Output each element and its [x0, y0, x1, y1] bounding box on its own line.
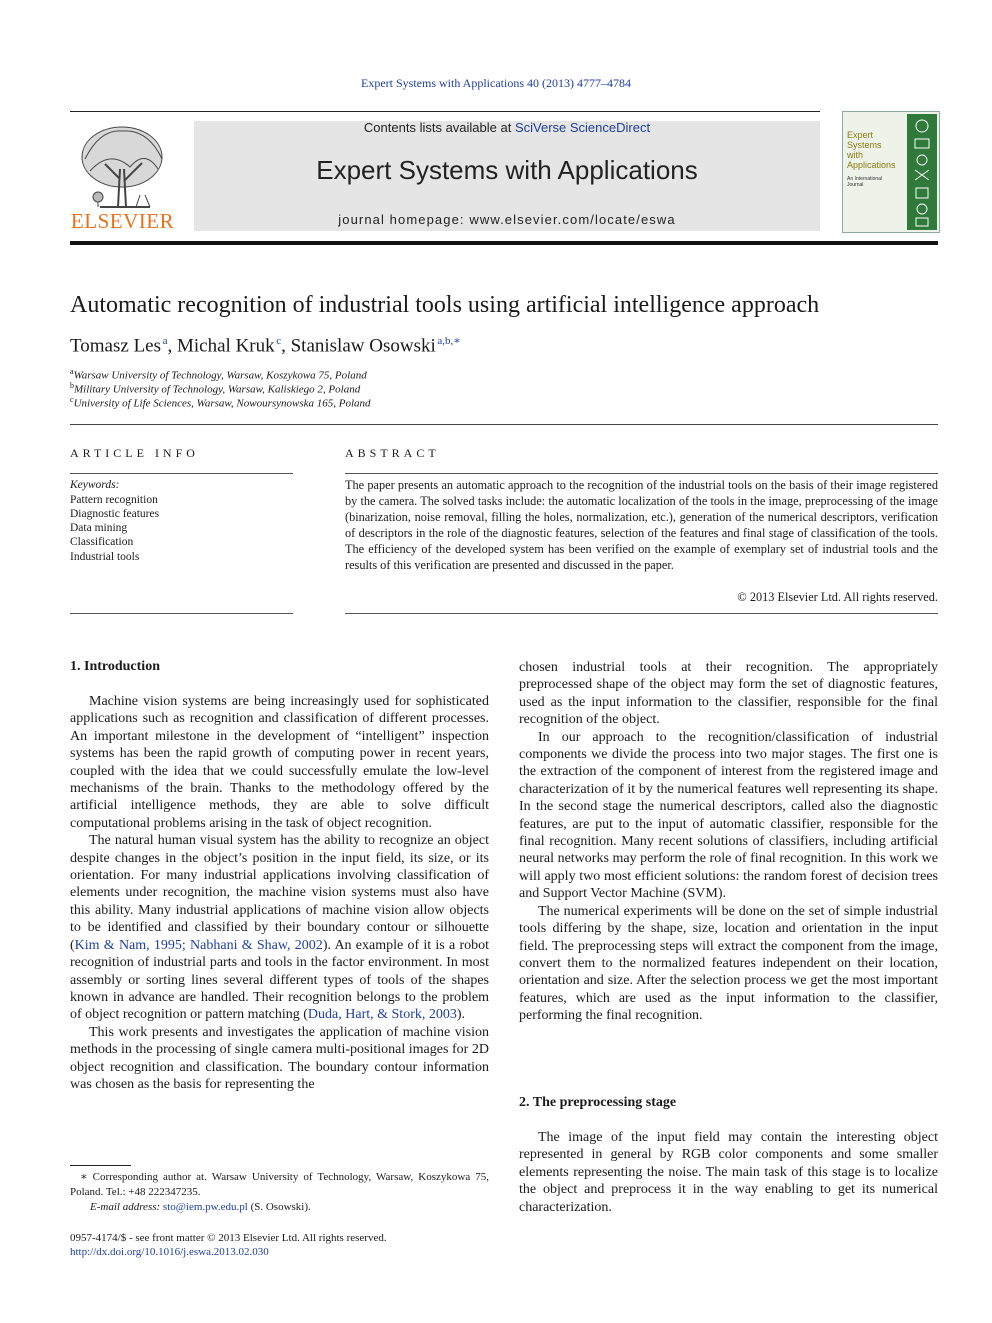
author-affiliation-marker[interactable]: a,b,∗: [437, 335, 461, 347]
email-note: [70, 1200, 489, 1215]
author-list: Tomasz Les $^a$, Michal Kruk $^c$, Stanislaw Osowski $^{a,b,∗}$: [70, 335, 461, 357]
footnote-rule: [70, 1165, 131, 1166]
author-name: Stanislaw Osowski: [290, 335, 436, 357]
affiliation-text: Warsaw University of Technology, Warsaw, Koszykowa 75, Poland: [73, 369, 367, 382]
issn-block: [70, 1231, 387, 1259]
journal-title: Expert Systems with Applications: [316, 155, 698, 185]
article-info-heading: ARTICLE INFO: [70, 446, 199, 460]
doi-link[interactable]: http://dx.doi.org/10.1016/j.eswa.2013.02.030: [70, 1246, 269, 1258]
paragraph-text: The natural human visual system has the ability to recognize an object despite changes in the object’s position in the input field, its size, or its orientation. For many industrial applications involving classification of elements under recognition, the machine vision systems must also have this ability. Many industrial applications of machine vision allow objects to be identified and classified by their boundary contour or silhouette (: [70, 833, 489, 953]
email-link[interactable]: sto@iem.pw.edu.pl: [162, 1201, 248, 1213]
right-column-section2: [519, 1129, 938, 1216]
corresponding-author-note: ∗ Corresponding author at. Warsaw University of Technology, Warsaw, Koszykowa 75, Poland. Tel.: +48 222347235.: [70, 1171, 489, 1198]
paragraph: [70, 832, 489, 1023]
abstract-text: The paper presents an automatic approach to the recognition of the industrial tools on the basis of their image registered by the camera. The solved tasks include: the automatic localization of the tools in the image, preprocessing of the image (binarization, noise removal, filling the holes, normalization, etc.), generation of the numerical descriptors, verification of descriptors in the role of the diagnostic features, selection of the features and final stage of classification of the tools. The efficiency of the developed system has been verified on the example of exemplary set of industrial tools and the results of this verification are presented and discussed in the paper.: [345, 478, 938, 572]
contents-prefix: Contents lists available at: [363, 120, 515, 135]
affiliation: [70, 367, 367, 382]
paragraph: Machine vision systems are being increasingly used for sophisticated applications such as recognition and classification of different processes. An important milestone in the development of “intelligent” inspection systems has been the rapid growth of computing power in recent years, coupled with the idea that we could successfully emulate the low-level mechanisms of the brain. Thanks to the methodology offered by the artificial intelligence methods, they are able to solve difficult computational problems arising in the task of object recognition.: [70, 694, 489, 831]
keyword: Data mining: [70, 522, 128, 534]
article-info-rule: [70, 613, 293, 614]
keyword: Industrial tools: [70, 551, 140, 563]
sciencedirect-link[interactable]: SciVerse ScienceDirect: [514, 120, 651, 135]
email-label: E-mail address:: [90, 1201, 161, 1213]
section-heading: 2. The preprocessing stage: [519, 1095, 677, 1110]
svg-text:with: with: [847, 150, 864, 160]
paragraph: In our approach to the recognition/classification of industrial components we divide the process into two major stages. The first one is the extraction of the component of interest from the registered image and characterization of it by the numerical features well representing its shape. In the second stage the numerical descriptors, called also the diagnostic features, are put to the input of automatic classifier, responsible for the final recognition. Many recent solutions of classifiers, including artificial neural networks may perform the role of final recognition. In this work we will apply two most efficient solutions: the random forest of decision trees and Support Vector Machine (SVM).: [519, 729, 938, 902]
header-thick-rule: [70, 241, 938, 245]
affiliation: [70, 395, 371, 410]
keyword: Pattern recognition: [70, 494, 158, 506]
email-owner: (S. Osowski).: [250, 1201, 311, 1213]
issn-line: 0957-4174/$ - see front matter © 2013 Elsevier Ltd. All rights reserved.: [70, 1232, 387, 1244]
journal-homepage[interactable]: journal homepage: www.elsevier.com/locate/eswa: [338, 212, 676, 227]
svg-text:An International: An International: [847, 176, 883, 182]
affiliation-marker: a: [70, 367, 74, 376]
citation-link[interactable]: Kim & Nam, 1995; Nabhani & Shaw, 2002: [74, 937, 323, 953]
affiliation-marker: b: [70, 381, 74, 390]
abstract-rule: [345, 473, 938, 474]
section-heading: 1. Introduction: [70, 659, 160, 674]
author-name: Michal Kruk: [177, 335, 275, 357]
right-column: [519, 659, 938, 1025]
paragraph: This work presents and investigates the application of machine vision methods in the processing of single camera multi-positional images for 2D object recognition and classification. The boundary contour information was chosen as the basis for representing the: [70, 1024, 489, 1092]
abstract-rule: [345, 613, 938, 614]
affiliation-text: Military University of Technology, Warsaw, Kaliskiego 2, Poland: [74, 383, 361, 396]
svg-text:Systems: Systems: [847, 140, 882, 150]
abstract-heading: ABSTRACT: [345, 446, 440, 460]
paragraph: The numerical experiments will be done on the set of simple industrial tools differing by the shape, size, location and orientation in the input field. The preprocessing steps will extract the component from the image, convert them to the normalized features independent on their location, orientation and size. After the selection process we get the most important features, which are used as the input information to the classifier, performing the final recognition.: [519, 903, 938, 1024]
journal-citation[interactable]: Expert Systems with Applications 40 (2013) 4777–4784: [361, 76, 631, 90]
affiliation-text: University of Life Sciences, Warsaw, Nowoursynowska 165, Poland: [73, 397, 371, 410]
affiliation: [70, 381, 360, 396]
article-title: Automatic recognition of industrial tools using artificial intelligence approach: [70, 292, 820, 318]
article-info-rule: [70, 473, 293, 474]
header-top-rule: [70, 111, 820, 112]
elsevier-wordmark: ELSEVIER: [70, 209, 175, 233]
cover-art: [843, 112, 939, 232]
keyword: Classification: [70, 536, 134, 548]
svg-text:Journal: Journal: [847, 182, 864, 188]
author-affiliation-marker[interactable]: a: [162, 335, 168, 347]
svg-text:Expert: Expert: [847, 130, 874, 140]
paragraph-text: ). An example of it is a robot recognition of industrial parts and tools in the factor environment. In most assembly or sorting lines several different types of tools of the shapes known in advance are handled. Their recognition belongs to the problem of object recognition or pattern matching (: [70, 937, 490, 1023]
paragraph: The image of the input field may contain the interesting object represented in general by RGB color components and some smaller elements representing the noise. The main task of this stage is to localize the object and preprocess it in the way enabling to get its numerical characterization.: [519, 1130, 938, 1215]
keywords-label: Keywords:: [70, 479, 120, 491]
left-column: [70, 693, 489, 1093]
contents-line: [194, 120, 820, 135]
copyright-notice: © 2013 Elsevier Ltd. All rights reserved.: [737, 590, 938, 604]
keyword: Diagnostic features: [70, 508, 160, 520]
title-rule: [70, 424, 938, 425]
journal-cover-thumbnail: [842, 111, 940, 233]
author-name: Tomasz Les: [70, 335, 162, 357]
paragraph-text: ).: [456, 1007, 466, 1023]
affiliation-marker: c: [70, 395, 74, 404]
footnote-text: Corresponding author at. Warsaw University of Technology, Warsaw, Koszykowa 75, Poland. Tel.: +48 222347235.: [70, 1171, 489, 1198]
svg-text:Applications: Applications: [847, 160, 896, 170]
paragraph: chosen industrial tools at their recognition. The appropriately preprocessed shape of the object may form the set of diagnostic features, used as the input information to the classifier, responsible for the final recognition of the object.: [519, 660, 938, 728]
citation-link[interactable]: Duda, Hart, & Stork, 2003: [307, 1007, 457, 1023]
author-affiliation-marker[interactable]: c: [276, 335, 282, 347]
